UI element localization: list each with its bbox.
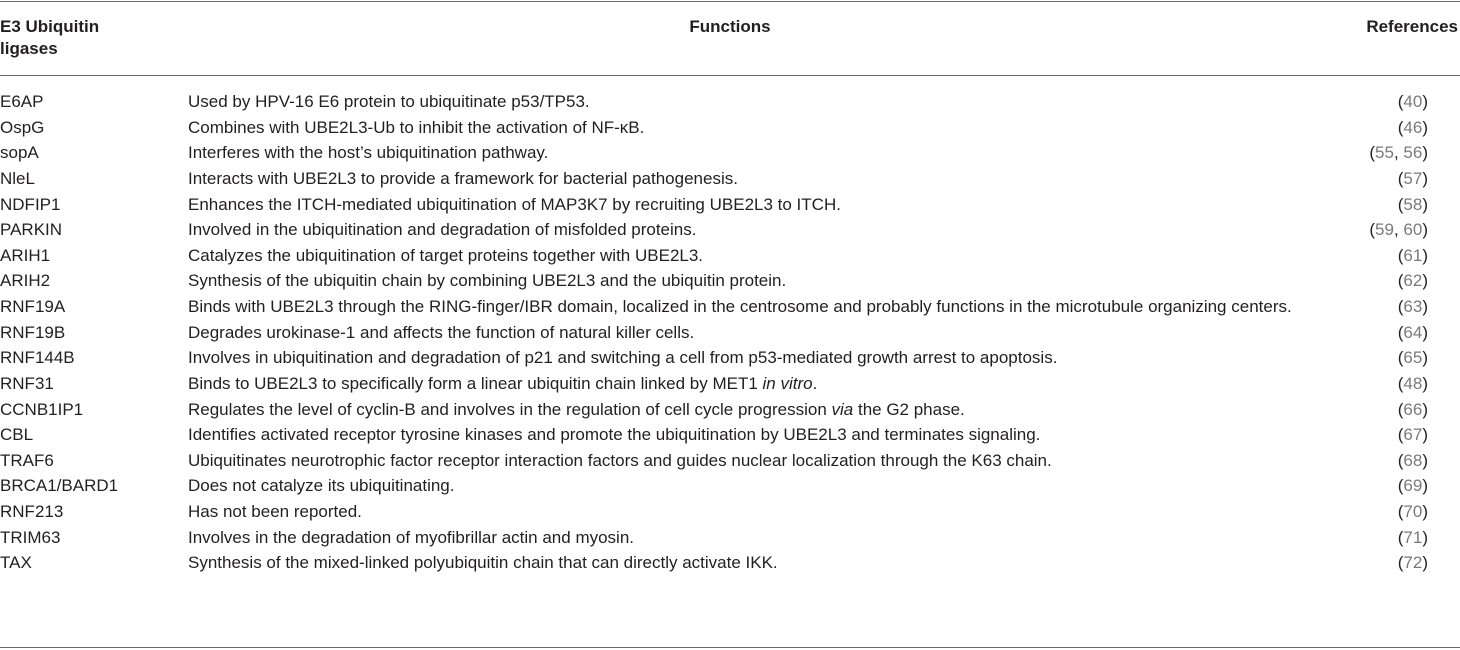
ligase-name: RNF19A [0,297,66,316]
function-text: Does not catalyze its ubiquitinating. [188,476,455,496]
ligase-name: TRAF6 [0,450,54,470]
ligase-name: NleL [0,168,35,188]
reference-link[interactable]: 71 [1403,527,1423,547]
function-text: Involves in ubiquitination and degradation of p21 and switching a cell from p53-mediated growth arrest to apoptosis. [188,348,1058,368]
function-text [188,399,1308,422]
reference-cell: (66) [1397,399,1428,419]
reference-link[interactable]: 70 [1403,502,1423,521]
table-row [0,552,1460,575]
ligase-name: sopA [0,143,39,163]
function-text: Involves in the degradation of myofibrillar actin and myosin. [188,527,635,547]
function-text [188,373,1308,396]
reference-cell: (69) [1397,476,1428,496]
table-row [0,450,1460,473]
ligase-name: TRIM63 [0,527,61,547]
reference-link[interactable]: 48 [1403,373,1423,393]
table-row [0,91,1460,114]
function-text: Ubiquitinates neurotrophic factor receptor interaction factors and guides nuclear localization through the K63 chain. [188,450,1052,470]
function-text: Interferes with the host’s ubiquitination pathway. [188,143,549,163]
italic-term: via [831,399,854,419]
reference-link[interactable]: 62 [1403,271,1423,291]
reference-link[interactable]: 69 [1403,476,1423,496]
function-text: Degrades urokinase-1 and affects the function of natural killer cells. [188,322,695,342]
reference-link[interactable]: 60 [1403,220,1423,240]
reference-link[interactable]: 63 [1403,297,1423,316]
reference-link[interactable]: 68 [1403,450,1423,470]
function-text: Binds with UBE2L3 through the RING-finger/IBR domain, localized in the centrosome and probably functions in the microtubule organizing centers. [188,297,1292,316]
function-fragment: Binds to UBE2L3 to specifically form a linear ubiquitin chain linked by MET1 [188,373,763,393]
reference-cell: (58) [1397,194,1428,214]
reference-link[interactable]: 61 [1403,245,1423,265]
ligase-name: RNF31 [0,373,54,393]
table-row [0,245,1460,268]
reference-link[interactable]: 64 [1403,322,1423,342]
reference-link[interactable]: 56 [1403,143,1423,163]
table-row [0,527,1460,550]
table-row [0,219,1460,242]
reference-link[interactable]: 57 [1403,168,1423,188]
function-text: Identifies activated receptor tyrosine kinases and promote the ubiquitination by UBE2L3 and terminates signaling. [188,425,1041,445]
ligase-name: CCNB1IP1 [0,399,84,419]
function-text: Combines with UBE2L3-Ub to inhibit the activation of NF-κB. [188,117,645,137]
table-row [0,117,1460,140]
reference-cell: (61) [1397,245,1428,265]
reference-link[interactable]: 40 [1403,92,1423,111]
function-text: Catalyzes the ubiquitination of target proteins together with UBE2L3. [188,245,704,265]
ligase-name: RNF19B [0,322,66,342]
table-row [0,142,1460,165]
reference-link[interactable]: 59 [1375,220,1394,240]
reference-link[interactable]: 55 [1375,143,1394,163]
ligase-name: ARIH1 [0,245,51,265]
table-row [0,322,1460,345]
table-row [0,347,1460,370]
ligase-name: RNF144B [0,348,75,368]
ligase-name: ARIH2 [0,271,51,291]
header-references: References [1366,17,1458,36]
function-text: Interacts with UBE2L3 to provide a framework for bacterial pathogenesis. [188,168,738,188]
reference-cell: (46) [1397,117,1428,137]
ligase-name: CBL [0,425,34,445]
reference-link[interactable]: 58 [1403,194,1423,214]
reference-link[interactable]: 67 [1403,425,1423,445]
reference-cell: (59, 60) [1369,220,1428,240]
reference-link[interactable]: 65 [1403,348,1423,368]
ligase-name: BRCA1/BARD1 [0,476,119,496]
function-text: Used by HPV-16 E6 protein to ubiquitinate p53/TP53. [188,92,590,111]
header-functions: Functions [689,17,771,36]
function-fragment: the G2 phase. [853,399,965,419]
ligase-name: E6AP [0,92,44,111]
table-body [0,91,1460,578]
reference-cell: (55, 56) [1369,143,1428,163]
header-rule [0,75,1460,76]
table-top-rule [0,1,1460,2]
table-row [0,501,1460,524]
ligase-name: NDFIP1 [0,194,61,214]
reference-cell: (57) [1397,168,1428,188]
reference-cell: (62) [1397,271,1428,291]
header-ligases: E3 Ubiquitin ligases [0,17,100,58]
ligase-name: PARKIN [0,220,63,240]
table-row [0,168,1460,191]
reference-link[interactable]: 46 [1403,117,1423,137]
table-row [0,373,1460,396]
function-text: Has not been reported. [188,502,362,521]
table-row [0,194,1460,217]
function-fragment: Regulates the level of cyclin-B and involves in the regulation of cell cycle progression [188,399,832,419]
table-row [0,399,1460,422]
function-text: Involved in the ubiquitination and degradation of misfolded proteins. [188,220,697,240]
reference-cell: (48) [1397,373,1428,393]
function-text: Enhances the ITCH-mediated ubiquitination of MAP3K7 by recruiting UBE2L3 to ITCH. [188,194,841,214]
reference-cell: (40) [1397,92,1428,111]
function-fragment: . [812,373,818,393]
reference-cell: (72) [1397,553,1428,573]
reference-link[interactable]: 66 [1403,399,1423,419]
reference-link[interactable]: 72 [1403,553,1423,573]
reference-cell: (68) [1397,450,1428,470]
italic-term: in vitro [762,373,813,393]
table-row [0,296,1460,319]
function-text: Synthesis of the ubiquitin chain by combining UBE2L3 and the ubiquitin protein. [188,271,787,291]
reference-cell: (67) [1397,425,1428,445]
table-row [0,475,1460,498]
reference-cell: (70) [1397,502,1428,521]
table-row [0,424,1460,447]
reference-cell: (64) [1397,322,1428,342]
function-text: Synthesis of the mixed-linked polyubiquitin chain that can directly activate IKK. [188,553,778,573]
ligase-name: OspG [0,117,45,137]
reference-cell: (65) [1397,348,1428,368]
ligase-name: RNF213 [0,502,64,521]
table-row [0,270,1460,293]
reference-cell: (71) [1397,527,1428,547]
reference-cell: (63) [1397,297,1428,316]
ligase-name: TAX [0,553,32,573]
table-bottom-rule [0,647,1460,648]
